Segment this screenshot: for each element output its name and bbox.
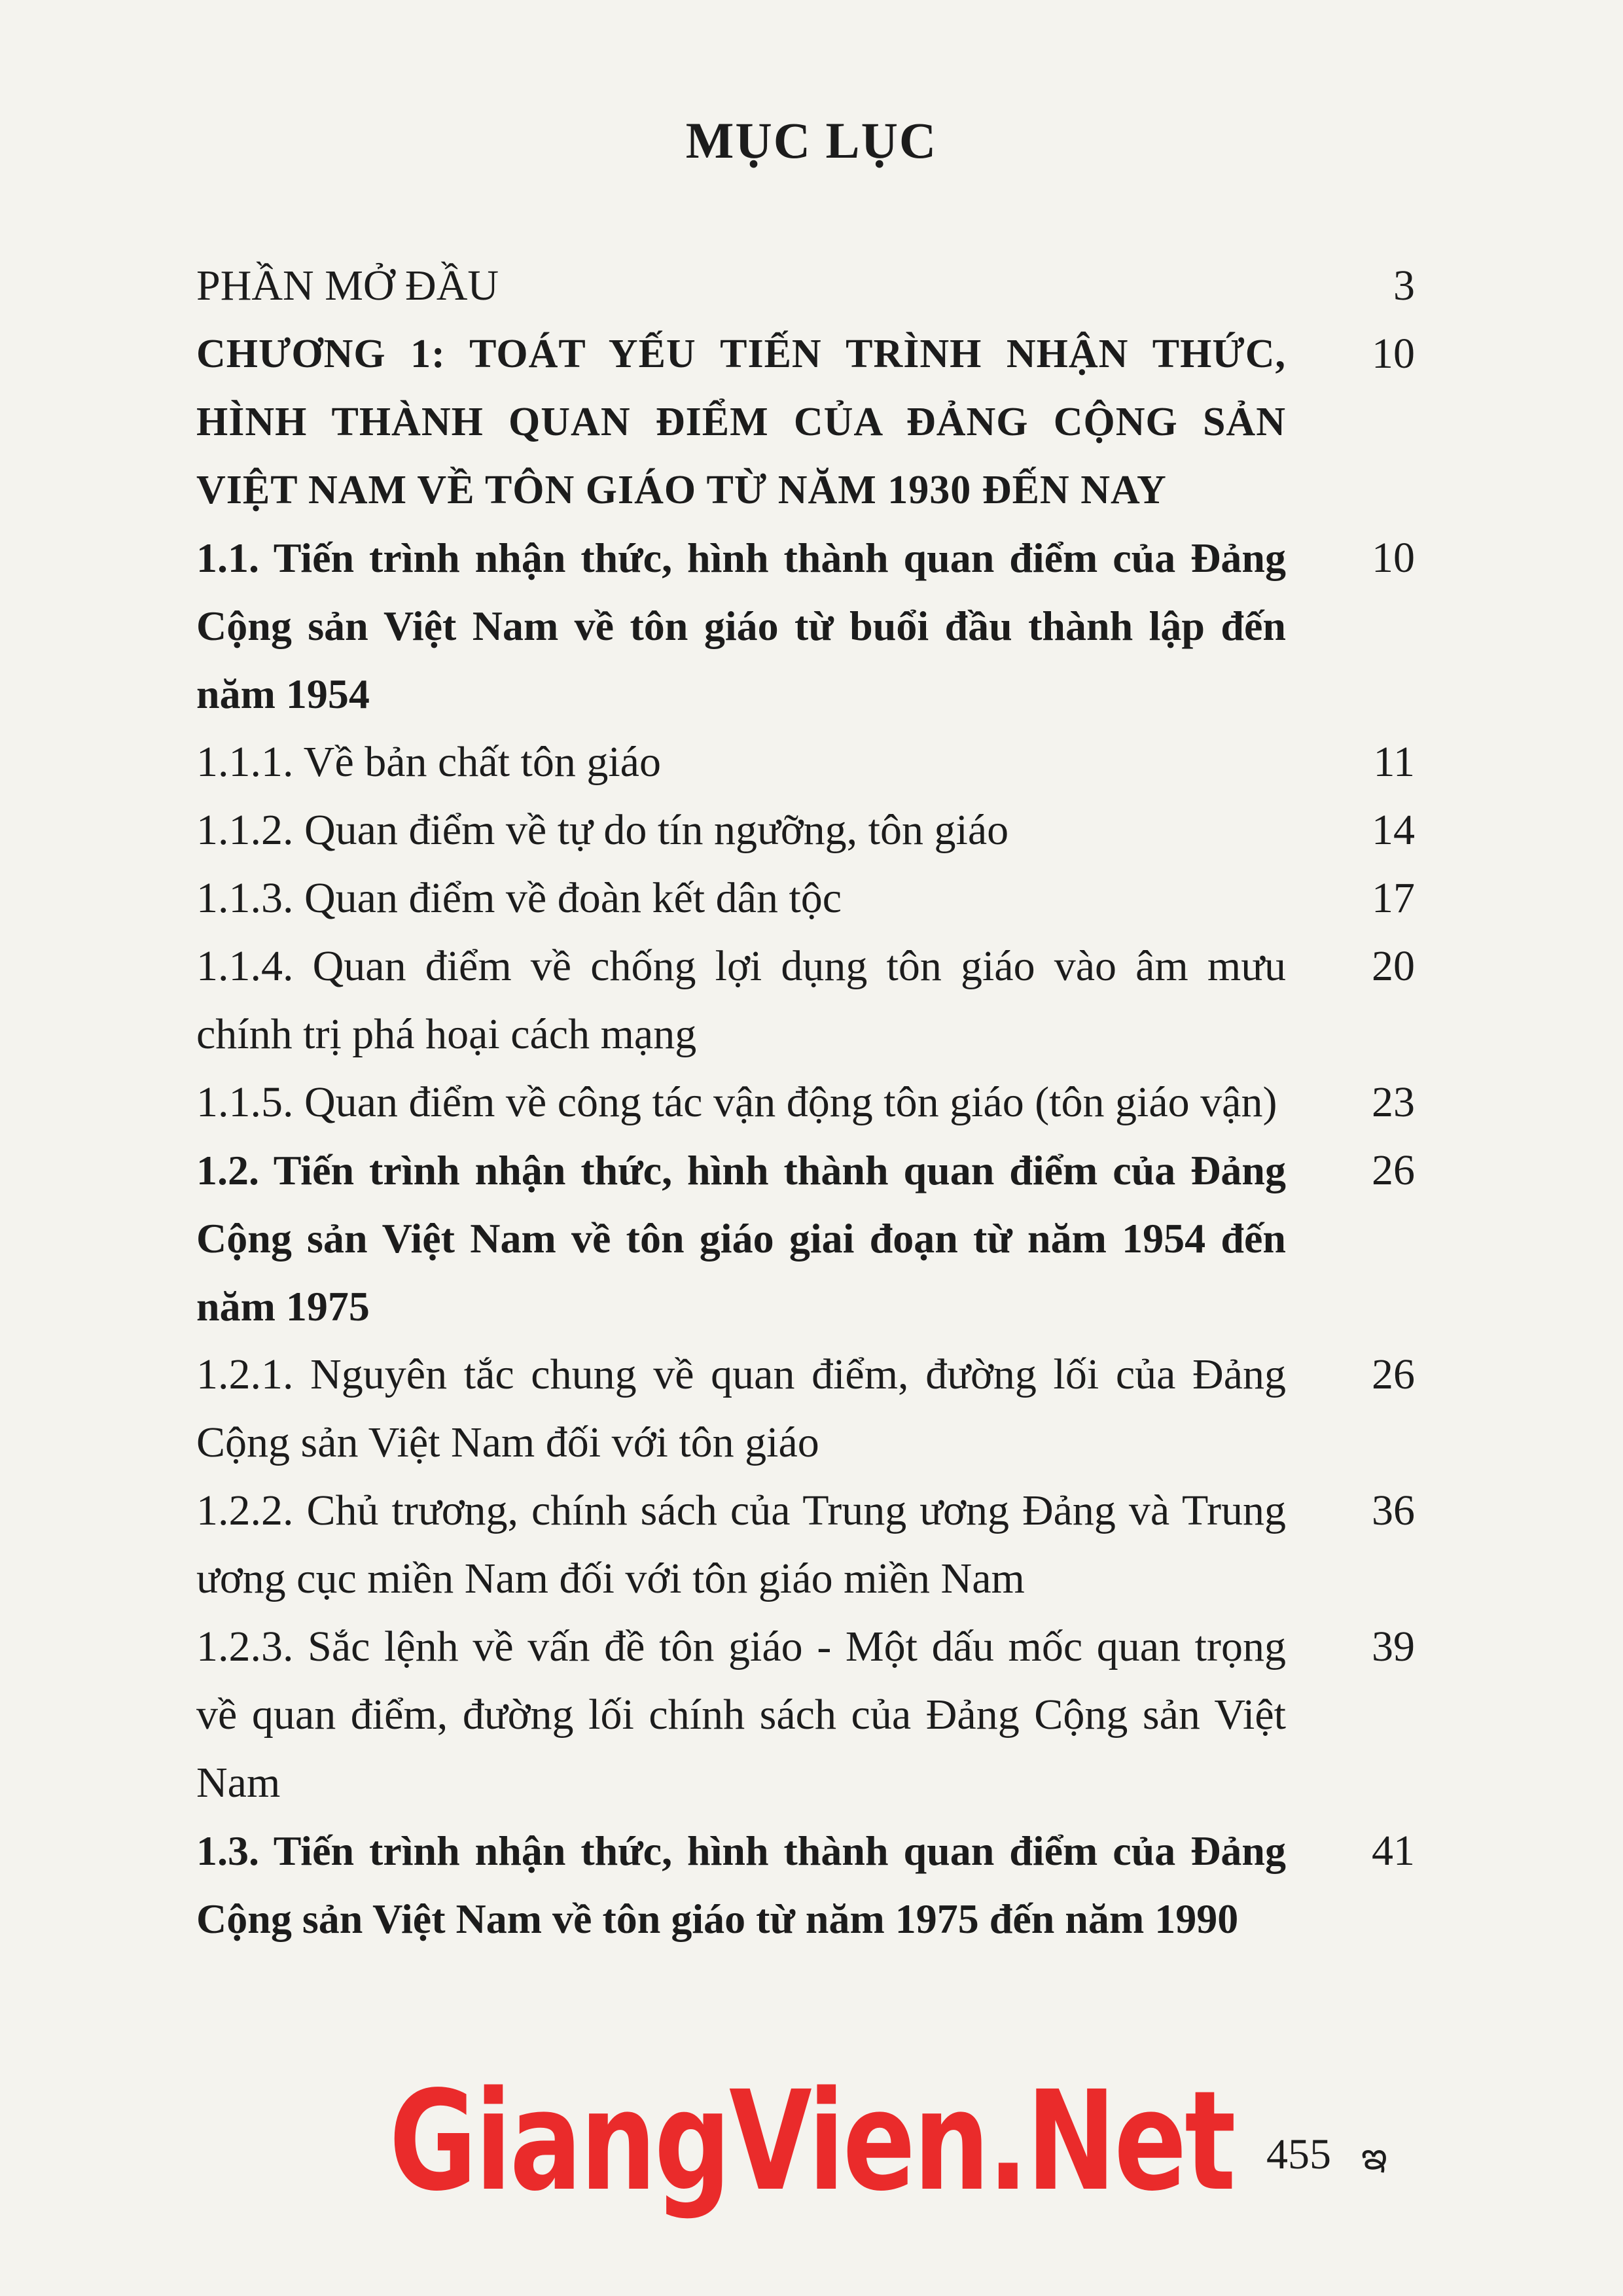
toc-entry-page: 26 (1372, 1146, 1415, 1194)
toc-entry-page: 11 (1373, 738, 1415, 786)
page-title: MỤC LỤC (685, 112, 938, 169)
toc-entry (196, 1817, 1440, 1953)
toc-entry-title: 1.3. Tiến trình nhận thức, hình thành quan điểm của Đảng Cộng sản Việt Nam về tôn giáo từ năm 1975 đến năm 1990 (196, 1828, 1286, 1942)
toc-entry (196, 320, 1440, 524)
toc-entry-title: 1.1.4. Quan điểm về chống lợi dụng tôn giáo vào âm mưu chính trị phá hoại cách mạng (196, 942, 1286, 1058)
toc-entry-page: 41 (1372, 1827, 1415, 1875)
toc-entry-page: 20 (1372, 942, 1415, 990)
toc-entry-title: 1.2. Tiến trình nhận thức, hình thành quan điểm của Đảng Cộng sản Việt Nam về tôn giáo giai đoạn từ năm 1954 đến năm 1975 (196, 1147, 1286, 1330)
toc-entry (196, 796, 1440, 864)
toc-entry-page: 23 (1372, 1078, 1415, 1126)
footer-page-number: 455 (1266, 2130, 1331, 2178)
toc-entry-title: 1.2.2. Chủ trương, chính sách của Trung ương Đảng và Trung ương cục miền Nam đối với tôn giáo miền Nam (196, 1487, 1286, 1602)
toc-entry (196, 1069, 1440, 1137)
toc-entry-title: 1.2.1. Nguyên tắc chung về quan điểm, đường lối của Đảng Cộng sản Việt Nam đối với tôn giáo (196, 1351, 1286, 1466)
toc-entry (196, 1137, 1440, 1341)
toc-entry-title: 1.1. Tiến trình nhận thức, hình thành quan điểm của Đảng Cộng sản Việt Nam về tôn giáo từ buổi đầu thành lập đến năm 1954 (196, 535, 1286, 717)
toc-entry-title: 1.1.1. Về bản chất tôn giáo (196, 738, 661, 786)
toc-entry (196, 1341, 1440, 1477)
toc-entry-title: 1.1.3. Quan điểm về đoàn kết dân tộc (196, 874, 842, 922)
toc-entry (196, 1613, 1440, 1817)
toc-entry (196, 524, 1440, 728)
toc-entry-title: 1.1.5. Quan điểm về công tác vận động tôn giáo (tôn giáo vận) (196, 1078, 1277, 1126)
toc-entry-page: 10 (1372, 534, 1415, 582)
toc-entry-title: 1.2.3. Sắc lệnh về vấn đề tôn giáo - Một dấu mốc quan trọng về quan điểm, đường lối chính sách của Đảng Cộng sản Việt Nam (196, 1623, 1286, 1807)
toc-entry (196, 728, 1440, 796)
toc-entry-page: 39 (1372, 1623, 1415, 1670)
toc-entry-title: PHẦN MỞ ĐẦU (196, 262, 499, 309)
ornament-icon: ఇ (1361, 2135, 1387, 2178)
toc-entry-page: 10 (1372, 330, 1415, 378)
toc-entry (196, 932, 1440, 1069)
toc-entry-page: 3 (1393, 262, 1415, 309)
toc-entry (196, 864, 1440, 932)
toc-entry-page: 26 (1372, 1351, 1415, 1398)
toc-entry (196, 1477, 1440, 1613)
toc-entry-title: CHƯƠNG 1: TOÁT YẾU TIẾN TRÌNH NHẬN THỨC, HÌNH THÀNH QUAN ĐIỂM CỦA ĐẢNG CỘNG SẢN VIỆT NAM VỀ TÔN GIÁO TỪ NĂM 1930 ĐẾN NAY (196, 332, 1286, 512)
toc-entry-page: 14 (1372, 806, 1415, 854)
toc-entry-page: 17 (1372, 874, 1415, 922)
toc-entry (196, 252, 1440, 320)
table-of-contents (196, 252, 1440, 1953)
toc-entry-title: 1.1.2. Quan điểm về tự do tín ngưỡng, tôn giáo (196, 806, 1009, 854)
toc-entry-page: 36 (1372, 1487, 1415, 1534)
watermark: GiangVien.Net (389, 2061, 1234, 2221)
